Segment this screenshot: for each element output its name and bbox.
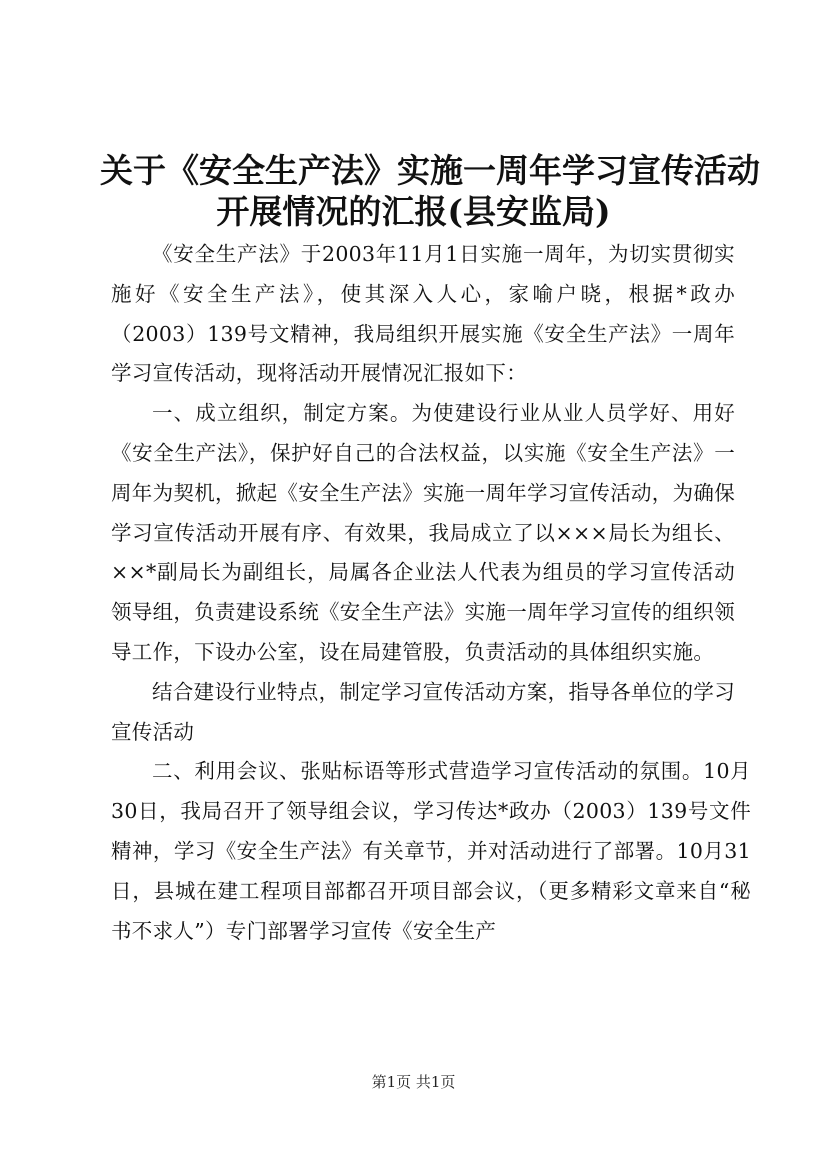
title-line-1: 关于《安全生产法》实施一周年学习宣传活动: [100, 151, 760, 190]
document-body: [111, 235, 751, 951]
document-title: [100, 150, 760, 232]
paragraph-plan: 结合建设行业特点，制定学习宣传活动方案，指导各单位的学习宣传活动: [111, 679, 735, 744]
paragraph-section-2: 二、利用会议、张贴标语等形式营造学习宣传活动的氛围。10月30日，我局召开了领导组会议，学习传达*政办（2003）139号文件精神，学习《安全生产法》有关章节，并对活动进行了部署。10月31日，县城在建工程项目部都召开项目部会议，（更多精彩文章来自“秘书不求人”）专门部署学习宣传《安全生产: [111, 759, 751, 943]
page-footer: 第1页 共1页: [371, 1073, 456, 1091]
paragraph-intro: 《安全生产法》于2003年11月1日实施一周年，为切实贯彻实施好《安全生产法》，使其深入人心，家喻户晓，根据*政办（2003）139号文精神，我局组织开展实施《安全生产法》一周年学习宣传活动，现将活动开展情况汇报如下：: [111, 242, 735, 386]
paragraph-section-1: 一、成立组织，制定方案。为使建设行业从业人员学好、用好《安全生产法》，保护好自己的合法权益，以实施《安全生产法》一周年为契机，掀起《安全生产法》实施一周年学习宣传活动，为确保学习宣传活动开展有序、有效果，我局成立了以×××局长为组长、××*副局长为副组长，局属各企业法人代表为组员的学习宣传活动领导组，负责建设系统《安全生产法》实施一周年学习宣传的组织领导工作，下设办公室，设在局建管股，负责活动的具体组织实施。: [111, 401, 735, 664]
title-line-2: 开展情况的汇报(县安监局): [216, 192, 611, 231]
